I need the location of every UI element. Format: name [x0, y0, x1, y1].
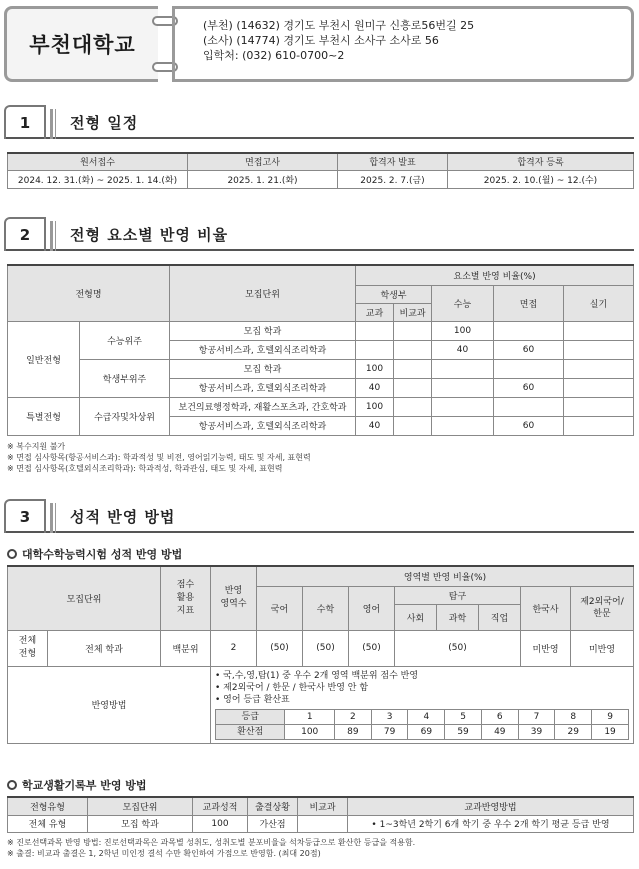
table-cell [432, 378, 494, 397]
table-cell: 89 [334, 724, 371, 739]
section-number: 3 [4, 499, 46, 533]
table-row [8, 359, 634, 378]
table-cell: 8 [555, 709, 592, 724]
subsection-title [7, 546, 182, 562]
divider [55, 221, 56, 251]
suneung-table [7, 565, 634, 744]
table-cell: 100 [356, 397, 394, 416]
table-header: 비교과 [298, 797, 348, 815]
table-cell [394, 397, 432, 416]
table-header: 원서접수 [8, 153, 188, 170]
bullet-line: • 제2외국어 / 한문 / 한국사 반영 안 함 [215, 682, 369, 693]
table-cell: 29 [555, 724, 592, 739]
university-name-box [4, 6, 158, 82]
table-cell [432, 416, 494, 435]
table-cell: 전체 전형 [8, 630, 48, 666]
table-header: 전형명 [8, 265, 170, 321]
table-cell: 59 [445, 724, 482, 739]
table-cell: 항공서비스과, 호텔외식조리학과 [170, 340, 356, 359]
table-cell: 19 [592, 724, 629, 739]
section-title: 성적 반영 방법 [70, 508, 176, 526]
admission-phone: 입학처: (032) 610-0700~2 [203, 49, 345, 62]
table-header: 제2외국어/ 한문 [571, 586, 634, 630]
table-cell: 모집 학과 [170, 359, 356, 378]
table-cell: 100 [193, 815, 248, 832]
table-cell [394, 359, 432, 378]
table-cell: 특별전형 [8, 397, 80, 435]
table-cell [564, 378, 634, 397]
table-header: 합격자 발표 [338, 153, 448, 170]
table-header: 환산점 [216, 724, 285, 739]
table-header: 수능 [432, 285, 494, 321]
section-title: 전형 요소별 반영 비율 [70, 226, 229, 244]
table-cell: 일반전형 [8, 321, 80, 397]
table-cell: 7 [518, 709, 555, 724]
table-cell: 40 [356, 416, 394, 435]
university-name: 부천대학교 [29, 33, 136, 57]
table-cell: 100 [356, 359, 394, 378]
table-cell: 백분위 [161, 630, 211, 666]
table-cell: 수급자및차상위 [80, 397, 170, 435]
table-header: 영역별 반영 비율(%) [257, 566, 634, 586]
table-cell: (50) [303, 630, 349, 666]
table-cell: 4 [408, 709, 445, 724]
table-cell: 수능위주 [80, 321, 170, 359]
contact-info [172, 6, 634, 82]
table-cell: 2025. 2. 10.(월) ~ 12.(수) [448, 170, 634, 188]
table-cell: 가산점 [248, 815, 298, 832]
table-cell: 모집 학과 [170, 321, 356, 340]
note-line: ※ 진로선택과목 반영 방법: 진로선택과목은 과목별 성취도, 성취도별 분포비율을 석차등급으로 환산한 등급을 적용함. [7, 838, 416, 847]
table-cell: (50) [395, 630, 521, 666]
table-header: 학생부 [356, 285, 432, 303]
table-header: 직업 [479, 604, 521, 630]
table-cell: 학생부위주 [80, 359, 170, 397]
method-cell [211, 666, 634, 743]
table-cell: 100 [432, 321, 494, 340]
section-number: 1 [4, 105, 46, 139]
table-cell [298, 815, 348, 832]
bullet-line: • 국,수,영,탐(1) 중 우수 2개 영역 백분위 점수 반영 [215, 670, 419, 681]
section-title: 전형 일정 [70, 114, 139, 132]
table-cell [564, 397, 634, 416]
table-cell [356, 321, 394, 340]
table-header: 과학 [437, 604, 479, 630]
table-header: 반영 영역수 [211, 566, 257, 630]
note-line: ※ 면접 심사항목(호텔외식조리학과): 학과적성, 학과관심, 태도 및 자세, 표현력 [7, 464, 283, 473]
subsection-label: 대학수학능력시험 성적 반영 방법 [22, 548, 183, 561]
table-header: 면접고사 [188, 153, 338, 170]
table-cell: 반영방법 [8, 666, 211, 743]
table-cell: 9 [592, 709, 629, 724]
circle-bullet-icon [7, 780, 17, 790]
table-cell [564, 321, 634, 340]
record-notes [7, 837, 415, 859]
table-cell: 60 [494, 416, 564, 435]
table-cell: 항공서비스과, 호텔외식조리학과 [170, 378, 356, 397]
table-cell: 79 [371, 724, 408, 739]
table-cell: 2 [334, 709, 371, 724]
section-heading [4, 105, 634, 139]
divider [50, 503, 53, 533]
table-cell: 39 [518, 724, 555, 739]
record-table [7, 796, 634, 833]
table-header: 등급 [216, 709, 285, 724]
table-header: 합격자 등록 [448, 153, 634, 170]
table-cell: 2 [211, 630, 257, 666]
table-header: 한국사 [521, 586, 571, 630]
table-cell: 69 [408, 724, 445, 739]
table-cell [564, 359, 634, 378]
table-header: 점수 활용 지표 [161, 566, 211, 630]
table-cell [432, 359, 494, 378]
address-bucheon: (부천) (14632) 경기도 부천시 원미구 신흥로56번길 25 [203, 19, 475, 32]
bullet-line: • 영어 등급 환산표 [215, 694, 290, 705]
divider [50, 109, 53, 139]
table-cell: 40 [356, 378, 394, 397]
divider [50, 221, 53, 251]
table-cell: 보건의료행정학과, 재활스포츠과, 간호학과 [170, 397, 356, 416]
table-cell: (50) [349, 630, 395, 666]
table-cell: 항공서비스과, 호텔외식조리학과 [170, 416, 356, 435]
table-header: 모집단위 [170, 265, 356, 321]
ratio-table [7, 264, 634, 436]
subsection-label: 학교생활기록부 반영 방법 [22, 779, 147, 792]
table-cell [564, 416, 634, 435]
english-grade-table [215, 709, 629, 740]
table-header: 실기 [564, 285, 634, 321]
table-cell [394, 416, 432, 435]
section-heading [4, 217, 634, 251]
table-cell: 전체 학과 [48, 630, 161, 666]
table-cell [356, 340, 394, 359]
table-row [8, 666, 634, 743]
table-row [8, 321, 634, 340]
subsection-title [7, 777, 147, 793]
ratio-notes [7, 441, 311, 474]
table-header: 면접 [494, 285, 564, 321]
table-cell: (50) [257, 630, 303, 666]
header [4, 6, 634, 82]
circle-bullet-icon [7, 549, 17, 559]
table-row [8, 397, 634, 416]
table-cell: 미반영 [521, 630, 571, 666]
table-cell [494, 359, 564, 378]
table-cell [394, 340, 432, 359]
table-cell [564, 340, 634, 359]
divider [55, 503, 56, 533]
table-row [8, 815, 634, 832]
note-line: ※ 면접 심사항목(항공서비스과): 학과적성 및 비전, 영어읽기능력, 태도 및 자세, 표현력 [7, 453, 311, 462]
table-header: 교과반영방법 [348, 797, 634, 815]
table-cell: 2025. 1. 21.(화) [188, 170, 338, 188]
table-header: 모집단위 [8, 566, 161, 630]
divider [55, 109, 56, 139]
table-cell [394, 378, 432, 397]
table-header: 모집단위 [88, 797, 193, 815]
table-cell [394, 321, 432, 340]
table-cell [494, 321, 564, 340]
table-cell: 49 [481, 724, 518, 739]
table-cell: 모집 학과 [88, 815, 193, 832]
table-cell: 미반영 [571, 630, 634, 666]
note-line: ※ 복수지원 불가 [7, 442, 66, 451]
table-header: 국어 [257, 586, 303, 630]
table-header: 영어 [349, 586, 395, 630]
table-cell: • 1~3학년 2학기 6개 학기 중 우수 2개 학기 평균 등급 반영 [348, 815, 634, 832]
table-header: 교과성적 [193, 797, 248, 815]
table-header: 사회 [395, 604, 437, 630]
table-header: 요소별 반영 비율(%) [356, 265, 634, 285]
table-cell [494, 397, 564, 416]
address-sosa: (소사) (14774) 경기도 부천시 소사구 소사로 56 [203, 34, 439, 47]
schedule-table [7, 152, 634, 189]
table-cell: 60 [494, 340, 564, 359]
table-header: 전형유형 [8, 797, 88, 815]
table-cell: 6 [481, 709, 518, 724]
table-cell: 2024. 12. 31.(화) ~ 2025. 1. 14.(화) [8, 170, 188, 188]
section-number: 2 [4, 217, 46, 251]
table-cell: 5 [445, 709, 482, 724]
table-cell: 60 [494, 378, 564, 397]
table-cell: 100 [285, 724, 335, 739]
section-heading [4, 499, 634, 533]
table-cell: 3 [371, 709, 408, 724]
table-header: 수학 [303, 586, 349, 630]
table-cell: 40 [432, 340, 494, 359]
table-cell: 전체 유형 [8, 815, 88, 832]
table-header: 교과 [356, 303, 394, 321]
table-cell: 1 [285, 709, 335, 724]
table-cell [432, 397, 494, 416]
note-line: ※ 출결: 비교과 출결은 1, 2학년 미인정 결석 수만 확인하여 가점으로 반영함. (최대 20점) [7, 849, 321, 858]
table-cell: 2025. 2. 7.(금) [338, 170, 448, 188]
table-header: 탐구 [395, 586, 521, 604]
table-row [8, 630, 634, 666]
table-header: 출결상황 [248, 797, 298, 815]
table-header: 비교과 [394, 303, 432, 321]
